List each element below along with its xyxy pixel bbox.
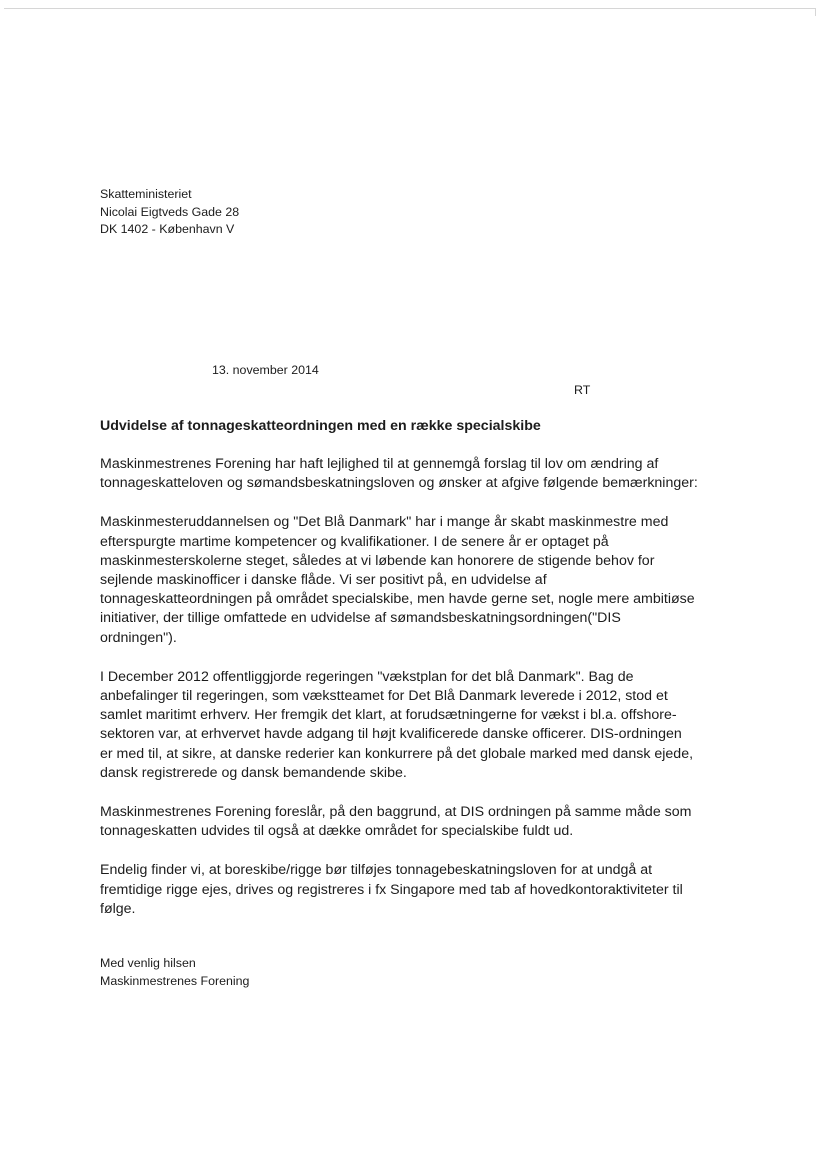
text-line: dansk registrerede og dansk bemandende skibe. <box>100 764 407 781</box>
text-line: anbefalinger til regeringen, som vækstteamet for Det Blå Danmark leverede i 2012, stod et <box>100 688 668 705</box>
text-line: fremtidige rigge ejes, drives og registreres i fx Singapore med tab af hovedkontoraktiviteter til <box>100 881 683 898</box>
paragraph-intro <box>100 455 712 493</box>
recipient-city: DK 1402 - København V <box>100 222 235 236</box>
letter-subject: Udvidelse af tonnageskatteordningen med en række specialskibe <box>100 418 541 434</box>
text-line: følge. <box>100 900 136 917</box>
text-line: efterspurgte martime kompetencer og kvalifikationer. I de senere år er optaget på <box>100 533 609 550</box>
paragraph-proposal <box>100 803 712 841</box>
closing-salutation: Med venlig hilsen <box>100 956 196 970</box>
text-line: samlet maritimt erhverv. Her fremgik det klart, at forudsætningerne for vækst i bl.a. offshore- <box>100 707 677 724</box>
recipient-name: Skatteministeriet <box>100 187 192 201</box>
text-line: sejlende maskinofficer i danske flåde. Vi ser positivt på, en udvidelse af <box>100 572 547 589</box>
text-line: ordningen"). <box>100 629 177 646</box>
text-line: sektoren var, at erhvervet havde adgang til højt kvalificerede danske officerer. DIS-ordningen <box>100 726 682 743</box>
recipient-address <box>100 186 239 239</box>
recipient-street: Nicolai Eigtveds Gade 28 <box>100 204 240 219</box>
text-line: I December 2012 offentliggjorde regeringen "vækstplan for det blå Danmark". Bag de <box>100 668 634 685</box>
scan-edge-top <box>4 8 816 9</box>
text-line: Maskinmesteruddannelsen og "Det Blå Danmark" har i mange år skabt maskinmestre med <box>100 514 669 531</box>
text-line: Maskinmestrenes Forening har haft lejlighed til at gennemgå forslag til lov om ændring af <box>100 456 659 472</box>
text-line: Maskinmestrenes Forening foreslår, på den baggrund, at DIS ordningen på samme måde som <box>100 804 692 821</box>
letter-date: 13. november 2014 <box>212 363 319 377</box>
text-line: tonnageskatteordningen på området specialskibe, men havde gerne set, nogle mere ambitiøse <box>100 591 695 608</box>
paragraph-growth-plan <box>100 668 712 783</box>
text-line: maskinmesterskolerne steget, således at vi løbende kan honorere de stigende behov for <box>100 552 655 569</box>
paragraph-education <box>100 513 712 647</box>
paragraph-rigs <box>100 861 712 919</box>
text-line: Endelig finder vi, at boreskibe/rigge bør tilføjes tonnagebeskatningsloven for at undgå at <box>100 862 653 879</box>
closing-signatory: Maskinmestrenes Forening <box>100 973 250 988</box>
text-line: tonnageskatteloven og sømandsbeskatningsloven og ønsker at afgive følgende bemærkninger: <box>100 475 698 492</box>
scan-edge-right <box>815 8 816 16</box>
letter-closing <box>100 955 249 990</box>
text-line: tonnageskatten udvides til også at dække området for specialskibe fuldt ud. <box>100 823 574 840</box>
text-line: initiativer, der tillige omfattede en udvidelse af sømandsbeskatningsordningen("DIS <box>100 610 621 627</box>
letter-body <box>100 455 712 939</box>
reference-initials: RT <box>574 383 591 397</box>
text-line: er med til, at sikre, at danske rederier kan konkurrere på det globale marked med dansk ejede, <box>100 745 694 762</box>
